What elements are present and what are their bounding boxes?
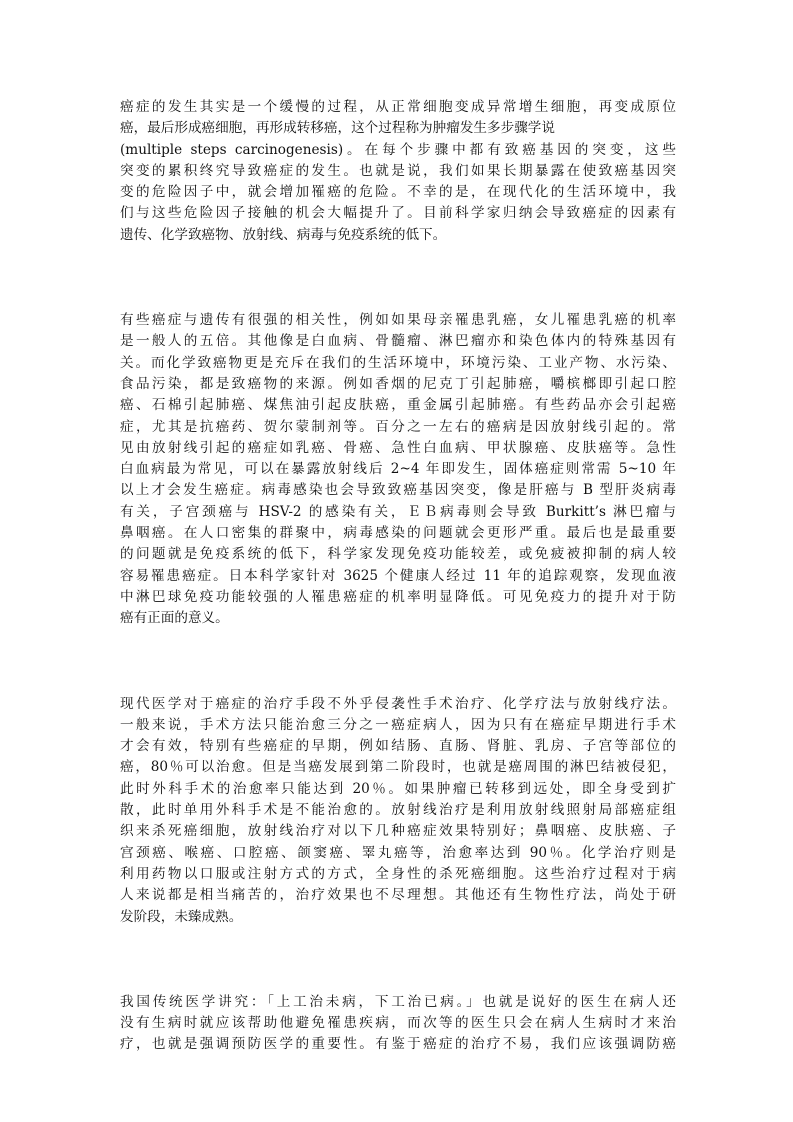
text-line: 见由放射线引起的癌症如乳癌、骨癌、急性白血病、甲状腺癌、皮肤癌等。急性 <box>120 439 676 456</box>
text-line: 有关，子宫颈癌与 HSV-2 的感染有关，ＥＢ病毒则会导致 Burkitt’s 淋巴瘤与 <box>120 503 676 520</box>
text-line: 癌，80％可以治愈。但是当癌发展到第二阶段时，也就是癌周围的淋巴结被侵犯， <box>120 759 676 776</box>
text-line: 变的危险因子中，就会增加罹癌的危险。不幸的是，在现代化的生活环境中，我 <box>120 184 676 201</box>
text-line: 是一般人的五倍。其他像是白血病、骨髓瘤、淋巴瘤亦和染色体内的特殊基因有 <box>120 333 676 350</box>
text-line: 癌有正面的意义。 <box>120 610 229 627</box>
text-line: 没有生病时就应该帮助他避免罹患疾病，而次等的医生只会在病人生病时才来治 <box>120 1015 676 1032</box>
text-line: 人来说都是相当痛苦的，治疗效果也不尽理想。其他还有生物性疗法，尚处于研 <box>120 887 676 904</box>
text-line: 一般来说，手术方法只能治愈三分之一癌症病人，因为只有在癌症早期进行手术 <box>120 716 676 733</box>
text-line: 癌、石棉引起肺癌、煤焦油引起皮肤癌，重金属引起肺癌。有些药品亦会引起癌 <box>120 397 676 414</box>
text-line: 发阶段，未臻成熟。 <box>120 908 243 925</box>
text-line: 关。而化学致癌物更是充斥在我们的生活环境中，环境污染、工业产物、水污染、 <box>120 354 676 371</box>
text-line: 白血病最为常见，可以在暴露放射线后 2~4 年即发生，固体癌症则常需 5~10 年 <box>120 461 676 478</box>
paragraph-preventive-medicine <box>120 992 676 1056</box>
text-line: 容易罹患癌症。日本科学家针对 3625 个健康人经过 11 年的追踪观察，发现血液 <box>120 567 676 584</box>
paragraph-treatment-methods <box>120 694 676 928</box>
text-line: 遗传、化学致癌物、放射线、病毒与免疫系统的低下。 <box>120 226 447 243</box>
text-line: 现代医学对于癌症的治疗手段不外乎侵袭性手术治疗、化学疗法与放射线疗法。 <box>120 695 676 712</box>
text-line: 有些癌症与遗传有很强的相关性，例如如果母亲罹患乳癌，女儿罹患乳癌的机率 <box>120 312 676 329</box>
text-line: 癌，最后形成癌细胞，再形成转移癌，这个过程称为肿瘤发生多步骤学说 <box>120 120 555 137</box>
paragraph-carcinogenesis-process <box>120 97 676 246</box>
text-line: 鼻咽癌。在人口密集的群聚中，病毒感染的问题就会更形严重。最后也是最重要 <box>120 525 676 542</box>
paragraph-spacer <box>120 928 676 992</box>
paragraph-risk-factors <box>120 310 676 629</box>
text-line: 的问题就是免疫系统的低下，科学家发现免疫功能较差，或免疲被抑制的病人较 <box>120 546 676 563</box>
text-line: 我国传统医学讲究：「上工治未病，下工治已病。」也就是说好的医生在病人还 <box>120 993 676 1010</box>
text-line: 食品污染，都是致癌物的来源。例如香烟的尼克丁引起肺癌，嚼槟榔即引起口腔 <box>120 375 676 392</box>
text-line: 中淋巴球免疫功能较强的人罹患癌症的机率明显降低。可见免疫力的提升对于防 <box>120 588 676 605</box>
text-line: (multiple steps carcinogenesis)。在每个步骤中都有致癌基因的突变，这些 <box>120 141 676 158</box>
text-line: 利用药物以口服或注射方式的方式，全身性的杀死癌细胞。这些治疗过程对于病 <box>120 865 676 882</box>
text-line: 才会有效，特别有些癌症的早期，例如结肠、直肠、肾脏、乳房、子宫等部位的 <box>120 738 676 755</box>
paragraph-spacer <box>120 246 676 310</box>
text-line: 症，尤其是抗癌药、贺尔蒙制剂等。百分之一左右的癌病是因放射线引起的。常 <box>120 418 676 435</box>
text-line: 癌症的发生其实是一个缓慢的过程，从正常细胞变成异常增生细胞，再变成原位 <box>120 99 676 115</box>
text-line: 以上才会发生癌症。病毒感染也会导致致癌基因突变，像是肝癌与 B 型肝炎病毒 <box>120 482 676 499</box>
text-line: 们与这些危险因子接触的机会大幅提升了。目前科学家归纳会导致癌症的因素有 <box>120 205 676 222</box>
paragraph-spacer <box>120 630 676 694</box>
text-line: 散，此时单用外科手术是不能治愈的。放射线治疗是利用放射线照射局部癌症组 <box>120 802 676 819</box>
document-page <box>120 97 676 1056</box>
text-line: 疗，也就是强调预防医学的重要性。有鉴于癌症的治疗不易，我们应该强调防癌 <box>120 1036 676 1053</box>
text-line: 宫颈癌、喉癌、口腔癌、颌窦癌、睪丸癌等，治愈率达到 90％。化学治疗则是 <box>120 844 676 861</box>
text-line: 织来杀死癌细胞，放射线治疗对以下几种癌症效果特别好；鼻咽癌、皮肤癌、子 <box>120 823 676 840</box>
text-line: 此时外科手术的治愈率只能达到 20％。如果肿瘤已转移到远处，即全身受到扩 <box>120 780 676 797</box>
text-line: 突变的累积终究导致癌症的发生。也就是说，我们如果长期暴露在使致癌基因突 <box>120 162 676 179</box>
